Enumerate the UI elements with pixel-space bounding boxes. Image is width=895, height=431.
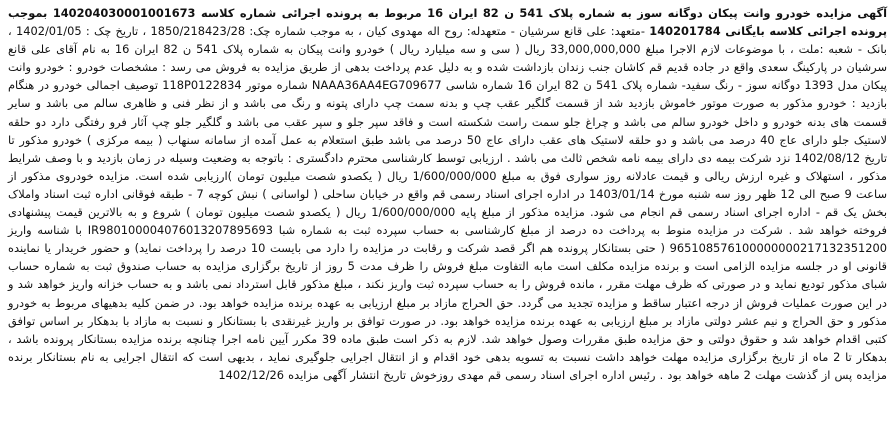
auction-notice-paragraph [8, 4, 887, 384]
auction-notice-title: آگهی مزایده خودرو وانت پیکان دوگانه سوز به شماره پلاک 541 ن 82 ایران 16 مربوط به پرونده اجرائی شماره کلاسه 140204030001001673 بموجب پرونده اجرائی کلاسه بایگانی 140201784 [8, 6, 887, 39]
auction-notice-body: -متعهد: علی قانع سرشیان - متعهدله: روح اله مهدوی کیان ، به موجب شماره چک: 1850/218423/28 ، تاریخ چک : 1402/01/05 ، بانک - شعبه :ملت ، با موضوعات لازم الاجرا مبلغ 33,000,000,000 ریال ( سی و سه میلیارد ریال ) خودرو وانت پیکان به شماره پلاک 541 ن 82 ایران 16 به نام آقای علی قانع سرشیان در پارکینگ سعدی واقع در جاده قدیم قم کاشان جنب زندان بازداشت شده و به دلیل عدم پرداخت بدهی از طریق مزایده به فروش می رسد : مشخصات خودرو : خودرو وانت پیکان مدل 1393 دوگانه سوز - رنگ سفید- شماره پلاک 541 ن 82 ایران 16 شماره شاسی NAAA36AA4EG709677 شماره موتور 118P0122834 توصیف اجمالی خودرو در هنگام بازدید : خودرو مذکور به صورت موتور خاموش بازدید شد از قسمت گلگیر عقب چپ و بدنه سمت چپ دارای پتونه و رنگ می باشد و از نظر فنی و ظاهری سالم می باشد و سایر قسمت های بدنه خودرو و داخل خودرو سالم می باشد و چراغ جلو سمت راست شکسته است و فاقد سپر جلو و سپر عقب می باشد و گلگیر جلو چپ آثار فرو رفتگی دارد دو حلقه لاستیک جلو دارای عاج 40 درصد می باشد و دو حلقه لاستیک های عقب دارای عاج 50 درصد می باشد طبق استعلام به عمل آمده از سامانه سنهاب ( بیمه مرکزی ) خودرو مذکور تا تاریخ 1402/08/12 نزد شرکت بیمه دی دارای بیمه نامه شخص ثالث می باشد . ارزیابی توسط کارشناسی محترم دادگستری : باتوجه به وضعیت وسیله در زمان بازدید و با وصف شرایط مذکور ، استهلاک و غیره ارزش ریالی و قیمت عادلانه روز سواری فوق به مبلغ 1/600/000/000 ریال ( یکصدو شصت میلیون تومان )ارزیابی شده است. مزایده خودروی مذکور از ساعت 9 صبح الی 12 ظهر روز سه شنبه مورخ 1403/01/14 در اداره اجرای اسناد رسمی قم واقع در خیابان ساحلی ( لواسانی ) نبش کوچه 7 - طبقه فوقانی اداره ثبت اسناد واملاک بخش یک قم - اداره اجرای اسناد رسمی قم انجام می شود. مزایده مذکور از مبلغ پایه 1/600/000/000 ریال ( یکصدو شصت میلیون تومان ) شروع و به بالاترین قیمت پیشنهادی فروخته خواهد شد . شرکت در مزایده منوط به پرداخت ده درصد از مبلغ کارشناسی به حساب سپرده ثبت به شماره شبا IR980100004076013207895693 با شناسه واریز 965108576100000000217132351200 ( حتی بستانکار پرونده هم اگر قصد شرکت و رقابت در مزایده را دارد می بایست 10 درصد را پرداخت نماید) و حضور خریدار یا نماینده قانونی او در جلسه مزایده الزامی است و برنده مزایده مکلف است مابه التفاوت مبلغ فروش را ظرف مدت 5 روز از تاریخ برگزاری مزایده به حساب صندوق ثبت به شماره حساب شبای مذکور تودیع نماید و در صورتی که ظرف مهلت مقرر ، مانده فروش را به حساب سپرده ثبت واریز نکند ، مبلغ مذکور قابل استرداد نمی باشد و به حساب خزانه واریز خواهد شد و در این صورت عملیات فروش از درجه اعتبار ساقط و مزایده تجدید می گردد. حق الحراج مازاد بر مبلغ ارزیابی به عهده برنده مزایده خواهد بود. در ضمن کلیه بدهیهای مربوط به خودرو مذکور و حق الحراج و نیم عشر دولتی مازاد بر مبلغ ارزیابی به عهده برنده مزایده خواهد بود. در صورت توافق بر واریز غیرنقدی با بستانکار و نسبت به مازاد با بدهکار بر اساس توافق کتبی اقدام خواهد شد و حقوق دولتی و حق مزایده طبق مقررات وصول خواهد شد. لازم به ذکر است طبق ماده 39 مکرر آیین نامه اجرا چنانچه برنده مزایده بستانکار پرونده باشد ، بدهکار تا 2 ماه از تاریخ برگزاری مزایده مهلت خواهد داشت نسبت به تسویه بدهی خود اقدام و از انتقال اجرایی جلوگیری نماید ، بدیهی است که انتقال اجرایی به نام بستانکار برنده مزایده پس از گذشت مهلت 2 ماهه خواهد بود . رئیس اداره اجرای اسناد رسمی قم مهدی روزخوش تاریخ انتشار آگهی مزایده 1402/12/26 [8, 24, 888, 382]
